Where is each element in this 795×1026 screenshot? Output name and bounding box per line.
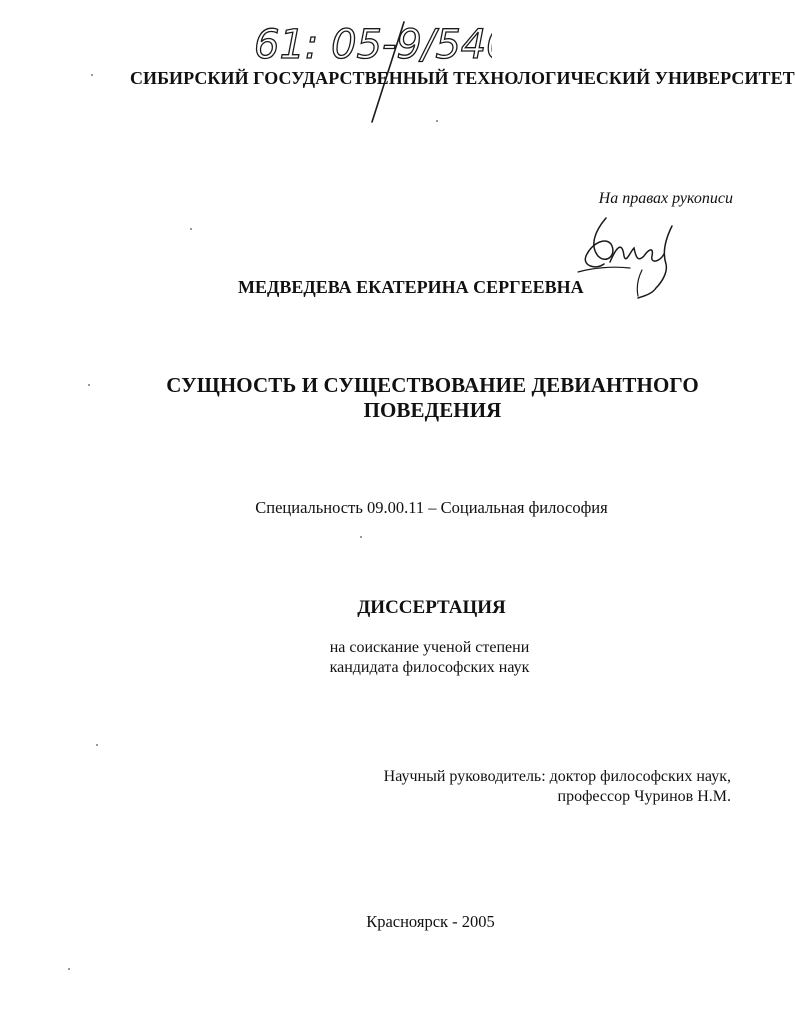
city-year: Красноярск - 2005: [366, 912, 495, 931]
supervisor-line-1: Научный руководитель: доктор философских наук,: [383, 768, 731, 785]
thesis-title-line-1: СУЩНОСТЬ И СУЩЕСТВОВАНИЕ ДЕВИАНТНОГО: [166, 373, 699, 397]
rights-note: На правах рукописи: [598, 190, 733, 207]
scan-speck: [190, 228, 192, 230]
scan-speck: [96, 744, 98, 746]
document-type: ДИССЕРТАЦИЯ: [357, 597, 506, 618]
author-name: МЕДВЕДЕВА ЕКАТЕРИНА СЕРГЕЕВНА: [238, 277, 584, 297]
signature-mark: [572, 212, 692, 304]
scan-speck: [360, 536, 362, 538]
scan-speck: [436, 120, 438, 122]
archive-code-text: 61: 05-9/540: [254, 22, 492, 68]
degree-line-1: на соискание ученой степени: [329, 639, 530, 656]
university-name: СИБИРСКИЙ ГОСУДАРСТВЕННЫЙ ТЕХНОЛОГИЧЕСКИЙ УНИВЕРСИТЕТ: [130, 68, 795, 88]
specialty: Специальность 09.00.11 – Социальная философия: [255, 498, 608, 517]
degree-block: [32, 638, 795, 678]
supervisor-line-2: профессор Чуринов Н.М.: [557, 788, 731, 805]
scan-speck: [91, 74, 93, 76]
thesis-title-line-2: ПОВЕДЕНИЯ: [363, 398, 502, 422]
scan-speck: [88, 384, 90, 386]
scan-speck: [68, 968, 70, 970]
degree-line-2: кандидата философских наук: [329, 659, 530, 676]
